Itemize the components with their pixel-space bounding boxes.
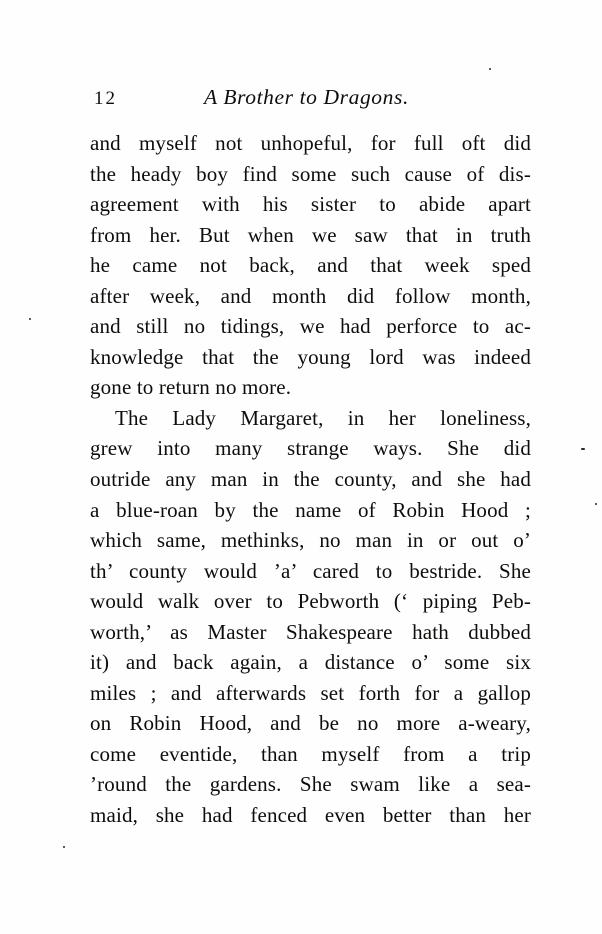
text-line: on Robin Hood, and be no more a-weary, — [90, 711, 531, 736]
text-line: which same, methinks, no man in or out o’ — [90, 528, 531, 553]
text-line: knowledge that the young lord was indeed — [90, 344, 531, 369]
text-line: ’round the gardens. She swam like a sea- — [90, 772, 531, 797]
scan-speck — [581, 448, 585, 450]
scan-speck — [595, 503, 597, 505]
text-line: outride any man in the county, and she had — [90, 467, 531, 492]
text-line: maid, she had fenced even better than her — [90, 803, 531, 828]
text-line: miles ; and afterwards set forth for a gallop — [90, 680, 531, 705]
running-header — [90, 82, 531, 112]
scan-speck — [63, 846, 65, 848]
page-number: 12 — [94, 88, 117, 109]
text-line: the heady boy find some such cause of dis- — [90, 161, 531, 186]
text-line: grew into many strange ways. She did — [90, 436, 531, 461]
text-line: a blue-roan by the name of Robin Hood ; — [90, 497, 531, 522]
text-line: and still no tidings, we had perforce to ac- — [90, 314, 531, 339]
text-line: and myself not unhopeful, for full oft did — [90, 131, 531, 155]
running-header-title: A Brother to Dragons. — [204, 85, 409, 109]
text-line: come eventide, than myself from a trip — [90, 741, 531, 766]
text-line: th’ county would ’a’ cared to bestride. She — [90, 558, 531, 583]
scan-speck — [29, 318, 31, 320]
text-line: gone to return no more. — [90, 375, 292, 400]
text-line: The Lady Margaret, in her loneliness, — [115, 405, 531, 430]
scan-speck — [489, 68, 491, 70]
text-line: he came not back, and that week sped — [90, 253, 531, 278]
text-line: it) and back again, a distance o’ some six — [90, 650, 531, 675]
text-line: would walk over to Pebworth (‘ piping Peb- — [90, 589, 531, 614]
text-line: after week, and month did follow month, — [90, 283, 531, 308]
text-line: agreement with his sister to abide apart — [90, 192, 531, 217]
text-line: worth,’ as Master Shakespeare hath dubbed — [90, 619, 531, 644]
text-line: from her. But when we saw that in truth — [90, 222, 531, 247]
body-text — [90, 128, 531, 831]
